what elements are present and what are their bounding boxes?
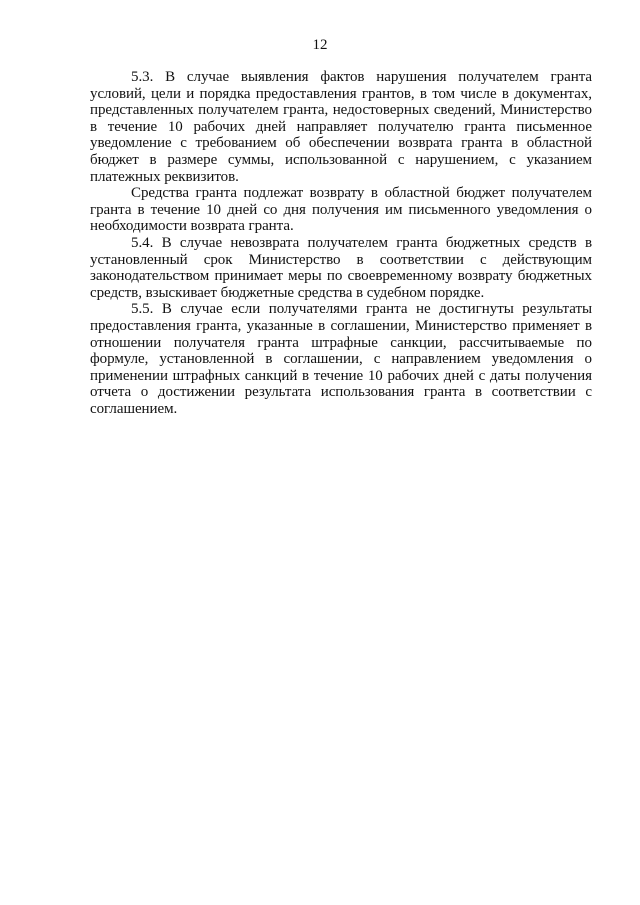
paragraph-5-5: 5.5. В случае если получателями гранта не достигнуты результаты предоставления гранта, указанные в соглашении, Министерство применяет в отношении получателя гранта штрафные санкции, рассчитываемые по формуле, установленной в соглашении, с направлением уведомления о применении штрафных санкций в течение 10 рабочих дней с даты получения отчета о достижении результата использования гранта в соответствии с соглашением.	[90, 301, 592, 417]
paragraph-5-3: 5.3. В случае выявления фактов нарушения получателем гранта условий, цели и порядка предоставления грантов, в том числе в документах, представленных получателем гранта, недостоверных сведений, Министерство в течение 10 рабочих дней направляет получателю гранта письменное уведомление с требованием об обеспечении возврата гранта в областной бюджет в размере суммы, использованной с нарушением, с указанием платежных реквизитов.	[90, 69, 592, 185]
document-body	[90, 69, 592, 417]
page-number: 12	[312, 37, 328, 53]
paragraph-5-4: 5.4. В случае невозврата получателем гранта бюджетных средств в установленный срок Министерство в соответствии с действующим законодательством принимает меры по своевременному возврату бюджетных средств, взыскивает бюджетные средства в судебном порядке.	[90, 234, 592, 301]
paragraph-5-3-return: Средства гранта подлежат возврату в областной бюджет получателем гранта в течение 10 дней со дня получения им письменного уведомления о необходимости возврата гранта.	[90, 185, 592, 235]
